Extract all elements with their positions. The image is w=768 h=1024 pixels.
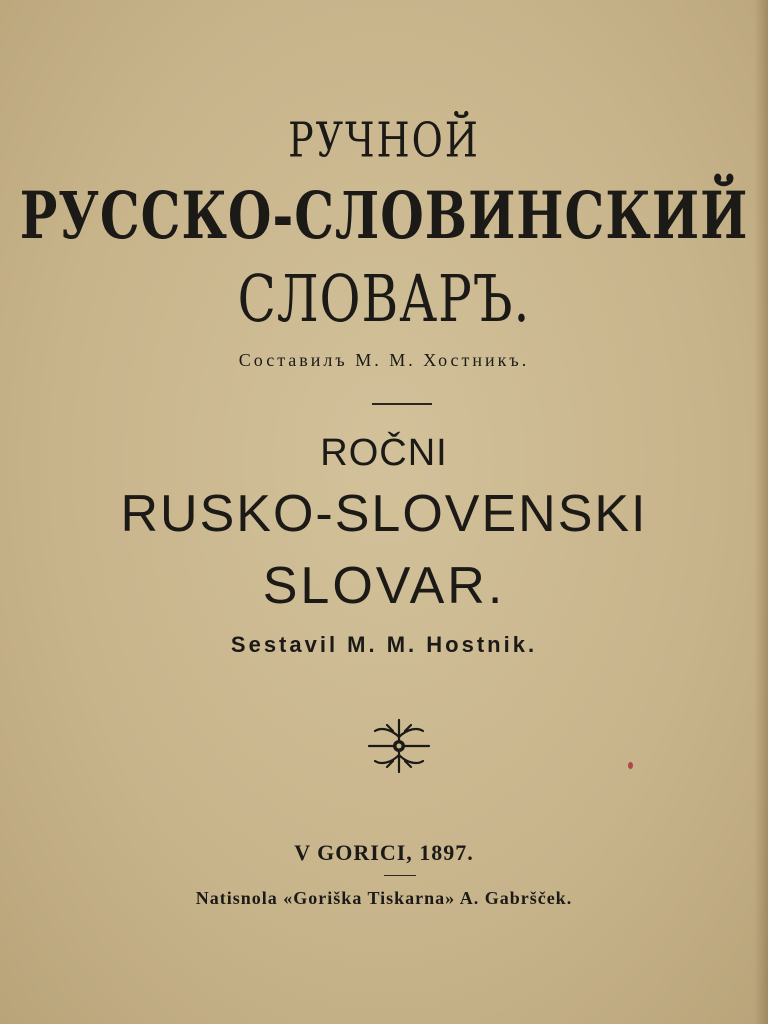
section-divider [372, 403, 432, 405]
imprint-divider [384, 875, 416, 876]
place-and-year: V GORICI, 1897. [294, 840, 474, 865]
russian-author-line: Составилъ М. М. Хостникъ. [238, 350, 530, 370]
russian-title-line3: СЛОВАРЪ. [237, 261, 531, 337]
russian-title-line1: РУЧНОЙ [288, 112, 480, 168]
ink-speck [628, 762, 633, 769]
floral-ornament-icon [367, 717, 431, 775]
russian-title-line2: РУССКО-СЛОВИНСКИЙ [19, 177, 749, 254]
printer-line: Natisnola «Goriška Tiskarna» A. Gabršček. [195, 888, 573, 908]
slovene-title-line1: ROČNI [320, 432, 448, 474]
slovene-title-line2: RUSKO-SLOVENSKI [120, 485, 648, 543]
slovene-author-line: Sestavil M. M. Hostnik. [230, 632, 538, 657]
slovene-title-line3: SLOVAR. [262, 557, 506, 615]
